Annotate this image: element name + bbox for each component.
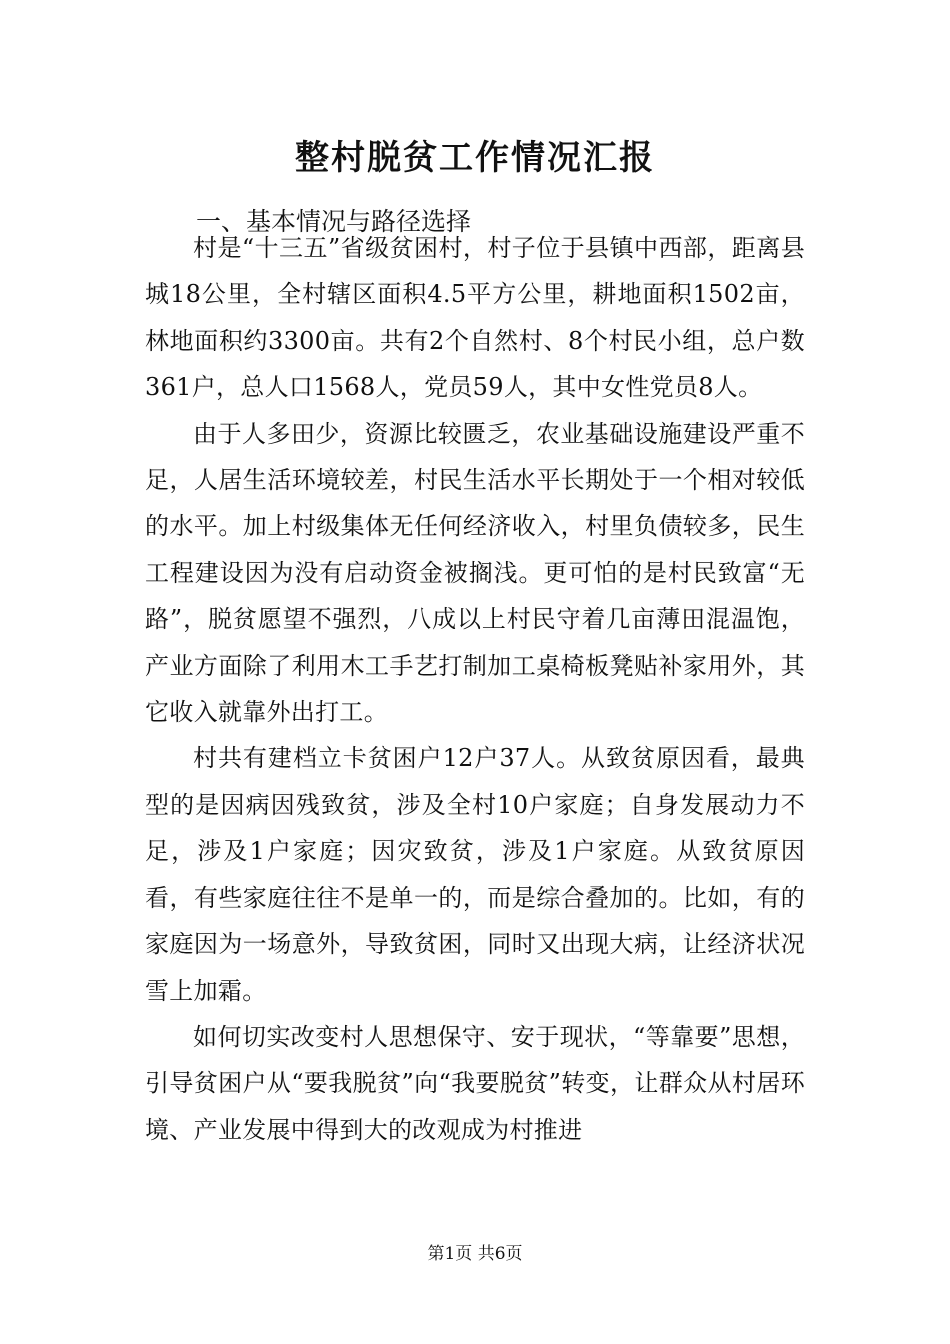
paragraph-4: 如何切实改变村人思想保守、安于现状，“等靠要”思想，引导贫困户从“要我脱贫”向“我要脱贫”转变，让群众从村居环境、产业发展中得到大的改观成为村推进 — [145, 1022, 805, 1144]
section-heading: 一、基本情况与路径选择 — [196, 207, 472, 236]
page-footer: 第1页 共6页 — [427, 1244, 523, 1264]
document-body — [145, 225, 805, 1153]
paragraph-3: 村共有建档立卡贫困户12户37人。从致贫原因看，最典型的是因病因残致贫，涉及全村10户家庭；自身发展动力不足，涉及1户家庭；因灾致贫，涉及1户家庭。从致贫原因看，有些家庭往往不是单一的，而是综合叠加的。比如，有的家庭因为一场意外，导致贫困，同时又出现大病，让经济状况雪上加霜。 — [145, 744, 805, 1005]
paragraph-1: 村是“十三五”省级贫困村，村子位于县镇中西部，距离县城18公里，全村辖区面积4.5平方公里，耕地面积1502亩，林地面积约3300亩。共有2个自然村、8个村民小组，总户数361户，总人口1568人，党员59人，其中女性党员8人。 — [145, 234, 805, 402]
paragraph-2: 由于人多田少，资源比较匮乏，农业基础设施建设严重不足，人居生活环境较差，村民生活水平长期处于一个相对较低的水平。加上村级集体无任何经济收入，村里负债较多，民生工程建设因为没有启动资金被搁浅。更可怕的是村民致富“无路”，脱贫愿望不强烈，八成以上村民守着几亩薄田混温饱，产业方面除了利用木工手艺打制加工桌椅板凳贴补家用外，其它收入就靠外出打工。 — [145, 419, 805, 727]
document-title: 整村脱贫工作情况汇报 — [295, 138, 655, 178]
